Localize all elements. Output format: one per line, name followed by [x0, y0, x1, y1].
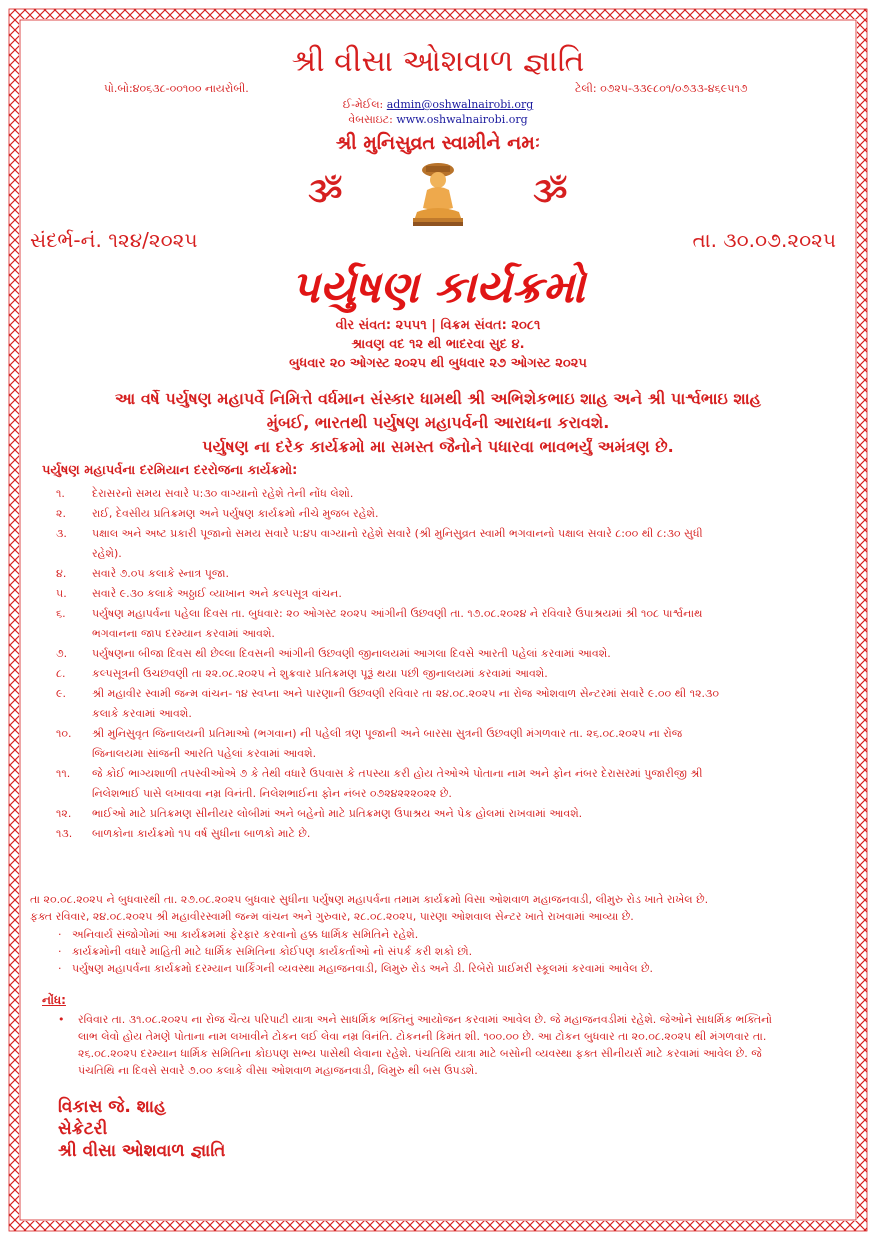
invitation-line: આ વર્ષે પર્યુષણ મહાપર્વે નિમિત્તે વર્ધમાન સંસ્કાર ધામથી શ્રી અભિશેકભાઇ શાહ અને શ્રી પાર્શ્વભાઇ શાહ	[114, 389, 762, 408]
list-item: ૧૨. ભાઈઓ માટે પ્રતિક્રમણ સીનીયર લોબીમાં અને બહેનો માટે પ્રતિક્રમણ ઉપાશ્રય અને પેક હોલમાં રાખવામાં આવશે.	[56, 807, 583, 820]
list-item-continuation: નિલેશભાઈ પાસે લખાવવા નમ્ર વિનંતી. નિલેશભાઈના ફોન નંબર ૦૭૨૪૨૨૨૦૨૨ છે.	[92, 787, 452, 800]
website-line	[0, 113, 876, 127]
email-line	[0, 98, 876, 112]
om-symbol-left: ૐ	[308, 172, 343, 210]
list-item: ૯. શ્રી મહાવીર સ્વામી જન્મ વાંચન- ૧૪ સ્વપ્ના અને પારણાની ઉછવણી રવિવાર તા ૨૪.૦૮.૨૦૨૫ ના રોજ ઓશવાળ સેન્ટરમાં સવારે ૯.૦૦ થી ૧૨.૩૦	[56, 687, 719, 700]
sunday-venue-paragraph: ફક્ત રવિવાર, ૨૪.૦૮.૨૦૨૫ શ્રી મહાવીરસ્વામી જન્મ વાંચન અને ગુરુવાર, ૨૮.૦૮.૨૦૨૫, પારણા ઓશવાલ સેન્ટર ખાતે રાખવામાં આવ્યા છે.	[30, 910, 634, 923]
note-line: ૨૬.૦૮.૨૦૨૫ દરમ્યાન ધાર્મિક સમિતિના કોઇપણ સભ્ય પાસેથી લેવાના રહેશે. પંચતિથિ યાત્રા માટે બસોની વ્યવસ્થા ફક્ત સીનીયર્સ માટે કરવામાં આવેલ છે. જે	[78, 1047, 762, 1060]
note-heading: નોંધ:	[42, 993, 66, 1007]
letter-date: તા. ૩૦.૦૭.૨૦૨૫	[692, 228, 836, 252]
note-body	[58, 1011, 838, 1079]
signatory-name: વિકાસ જે. શાહ	[58, 1097, 167, 1117]
note-line: લાભ લેવો હોય તેમણે પોતાના નામ લખાવીને ટોકન લઈ લેવા નમ્ર વિનંતિ. ટોકનની કિમંત શી. ૧૦૦.૦૦ છે. આ ટોકન બુધવાર તા ૨૦.૦૮.૨૦૨૫ થી મંગળવાર તા.	[78, 1030, 767, 1043]
list-item: · અનિવાર્ય સંજોગોમાં આ કાર્યક્રમમાં ફેરફાર કરવાનો હક્ક ધાર્મિક સમિતિને રહેશે.	[58, 928, 419, 941]
list-item-continuation: ભગવાનના જાપ દરમ્યાન કરવામાં આવશે.	[92, 627, 275, 640]
list-item: ૧. દેરાસરનો સમય સવારે ૫:૩૦ વાગ્યાનો રહેશે તેની નોંધ લેશો.	[56, 487, 354, 500]
email-label: ઈ-મેઈલ:	[342, 98, 384, 111]
venue-paragraph: તા ૨૦.૦૮.૨૦૨૫ ને બુધવારથી તા. ૨૭.૦૮.૨૦૨૫ બુધવાર સુધીના પર્યુષણ મહાપર્વના તમામ કાર્યક્રમો વિસા ઓશવાળ મહાજનવાડી, લીમુરુ રોડ ખાતે રાખેલ છે.	[30, 893, 709, 906]
list-item: ૩. પક્ષાલ અને અષ્ટ પ્રકારી પૂજાનો સમય સવારે ૫:૪૫ વાગ્યાનો રહેશે સવારે (શ્રી મુનિસુવ્રત સ્વામી ભગવાનનો પક્ષાલ સવારે ૮:૦૦ થી ૮:૩૦ સુધી	[56, 527, 703, 540]
list-item: ૪. સવારે ૭.૦૫ કલાકે સ્નાત્ર પૂજા.	[56, 567, 229, 580]
om-symbol-right: ૐ	[533, 172, 568, 210]
list-item: · કાર્યક્રમોની વધારે માહિતી માટે ધાર્મિક સમિતિના કોઈપણ કાર્યકર્તાઓ નો સંપર્ક કરી શકો છો.	[58, 945, 473, 958]
list-item: ૧૩. બાળકોના કાર્યક્રમો ૧૫ વર્ષ સુધીના બાળકો માટે છે.	[56, 827, 311, 840]
list-item-continuation: રહેશે).	[92, 547, 122, 560]
main-title: પર્યુષણ કાર્યક્રમો	[291, 262, 585, 313]
samvat-line: વીર સંવત: ૨૫૫૧ | વિક્રમ સંવત: ૨૦૮૧	[335, 318, 541, 333]
invitation-line: પર્યુષણ ના દરેક કાર્યક્રમો મા સમસ્ત જૈનોને પધારવા ભાવભર્યું અમંત્રણ છે.	[202, 437, 674, 456]
list-item: ૨. રાઈ, દેવસીય પ્રતિક્રમણ અને પર્યુષણ કાર્યક્રમો નીચે મુજબ રહેશે.	[56, 507, 379, 520]
note-line: પંચતિથિ ના દિવસે સવારે ૭.૦૦ કલાકે વીસા ઓશવાળ મહાજનવાડી, લિમુરુ થી બસ ઉપડશે.	[78, 1064, 478, 1077]
bullet-icon: ·	[58, 962, 62, 975]
note-line: રવિવાર તા. ૩૧.૦૮.૨૦૨૫ ના રોજ ચૈત્ય પરિપાટી યાત્રા અને સાધર્મિક ભક્તિનું આયોજન કરવામાં આવેલ છે. જે મહાજનવડીમાં રહેશે. જેઓને સાધર્મિક ભક્તિનો	[78, 1013, 773, 1026]
po-box: પો.બો:૪૦૬૩૮-૦૦૧૦૦ નાયરોબી.	[104, 82, 249, 95]
bullet-icon: •	[58, 1013, 65, 1026]
signatory-organization: શ્રી વીસા ઓશવાળ જ્ઞાતિ	[58, 1141, 226, 1161]
telephone: ટેલી: ૦૭૨૫-૩૩૯૮૦૧/૦૭૩૩-૪૬૯૫૧૭	[575, 82, 748, 95]
info-bullets	[58, 926, 653, 977]
list-item: ૫. સવારે ૯.૩૦ કલાકે અઠ્ઠાઈ વ્યાખાન અને કલ્પસૂત્ર વાંચન.	[56, 587, 342, 600]
daily-programs-heading: પર્યુષણ મહાપર્વના દરમિયાન દરરોજના કાર્યક્રમો:	[42, 463, 298, 478]
list-item-continuation: જિનાલયમા સાંજની આરતિ પહેલાં કરવામાં આવશે.	[92, 747, 317, 760]
bullet-icon: ·	[58, 928, 62, 941]
mantra-heading: શ્રી મુનિસુવ્રત સ્વામીને નમઃ	[335, 132, 541, 154]
reference-number: સંદર્ભ-નં. ૧૨૪/૨૦૨૫	[30, 228, 198, 252]
jain-idol-icon	[409, 160, 467, 228]
list-item-continuation: કલાકે કરવામાં આવશે.	[92, 707, 192, 720]
daily-programs-list	[42, 484, 812, 844]
invitation-line: મુંબઈ, ભારતથી પર્યુષણ મહાપર્વની આરાધના કરાવશે.	[266, 413, 610, 432]
list-item: ૬. પર્યુષણ મહાપર્વના પહેલા દિવસ તા. બુધવાર: ૨૦ ઓગસ્ટ ૨૦૨૫ આંગીની ઉછવણી તા. ૧૭.૦૮.૨૦૨૪ ને રવિવારે ઉપાશ્રયમાં શ્રી ૧૦૮ પાર્શ્વનાથ	[56, 607, 703, 620]
signatory-role: સેક્રેટરી	[58, 1119, 108, 1139]
tithi-line: શ્રાવણ વદ ૧૨ થી ભાદરવા સુદ ૪.	[351, 337, 525, 352]
list-item: ૮. કલ્પસૂત્રની ઉચછવણી તા ૨૨.૦૮.૨૦૨૫ ને શુક્રવાર પ્રતિક્રમણ પૂરૂં થયા પછી જીનાલયમાં કરવામાં આવશે.	[56, 667, 548, 680]
organization-name: શ્રી વીસા ઓશવાળ જ્ઞાતિ	[291, 44, 585, 79]
website-label: વેબસાઇટ:	[348, 113, 393, 126]
list-item: ૧૦. શ્રી મુનિસુવૃત જિનાલયની પ્રતિમાઓ (ભગવાન) ની પહેલી ત્રણ પૂજાની અને બારસા સુત્રની ઉછવણી મંગળવાર તા. ૨૬.૦૮.૨૦૨૫ ના રોજ	[56, 727, 683, 740]
list-item: ૭. પર્યુષણના બીજા દિવસ થી છેલ્લા દિવસની આંગીની ઉછવણી જીનાલયમાં આગલા દિવસે આરતી પહેલાં કરવામાં આવશે.	[56, 647, 611, 660]
list-item: ૧૧. જે કોઈ ભાગ્યશાળી તપસ્વીઓએ ૭ કે તેથી વધારે ઉપવાસ કે તપસ્યા કરી હોય તેઓએ પોતાના નામ અને ફોન નંબર દેરાસરમાં પુજારીજી શ્રી	[56, 767, 703, 780]
list-item: · પર્યુષણ મહાપર્વના કાર્યક્રમો દરમ્યાન પાર્કિંગની વ્યવસ્થા મહાજનવાડી, લિમુરુ રોડ અને ડી. રિબેરો પ્રાઈમરી સ્કૂલમાં કરવામાં આવેલ છે.	[58, 962, 654, 975]
email-link[interactable]: admin@oshwalnairobi.org	[386, 98, 534, 111]
website-link[interactable]: www.oshwalnairobi.org	[396, 113, 528, 126]
date-range-line: બુધવાર ૨૦ ઓગસ્ટ ૨૦૨૫ થી બુધવાર ૨૭ ઓગસ્ટ ૨૦૨૫	[289, 356, 587, 371]
bullet-icon: ·	[58, 945, 62, 958]
